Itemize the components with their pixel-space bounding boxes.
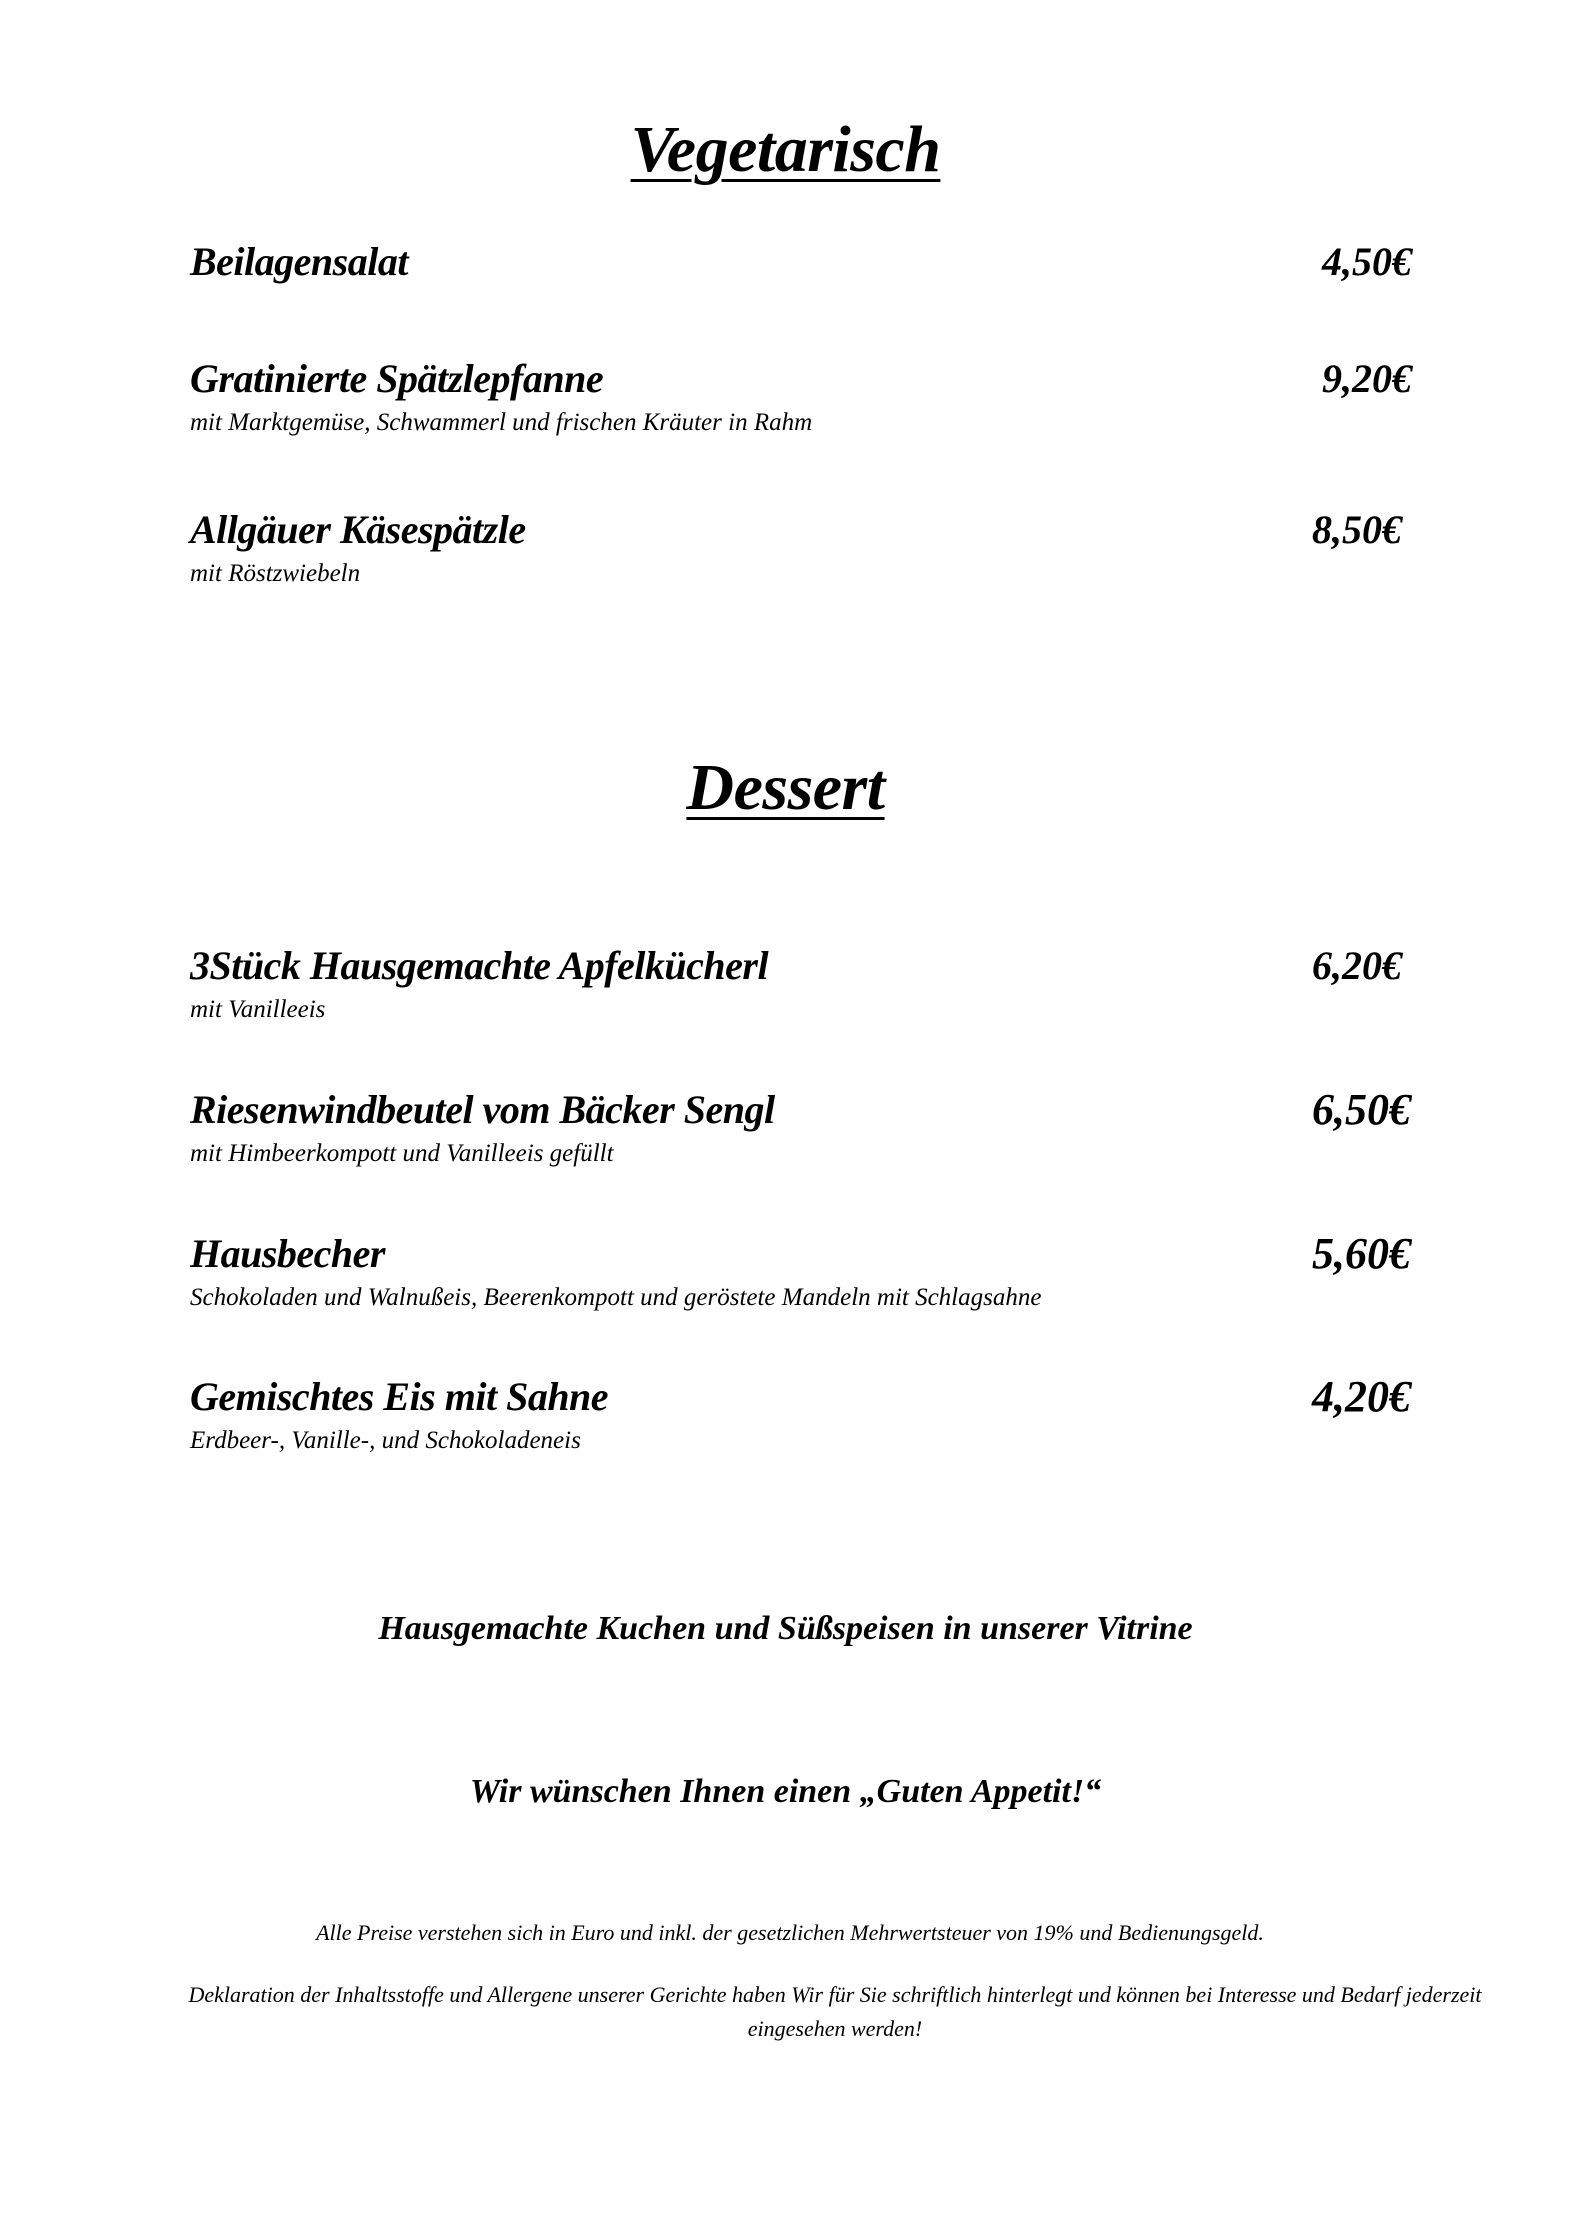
allergen-note: Deklaration der Inhaltsstoffe und Allergene unserer Gerichte haben Wir für Sie schriftlich hinterlegt und können bei Interesse und Bedarf jederzeit eingesehen werden!	[188, 1982, 1482, 2041]
item-name: 3Stück Hausgemachte Apfelkücherl	[190, 943, 769, 988]
item-name: Allgäuer Käsespätzle	[190, 507, 526, 552]
item-price: 6,20€	[1312, 943, 1402, 988]
item-description: mit Marktgemüse, Schwammerl und frischen Kräuter in Rahm	[190, 409, 813, 436]
item-description: mit Himbeerkompott und Vanilleeis gefüllt	[190, 1140, 614, 1167]
section-title-dessert: Dessert	[686, 751, 885, 824]
item-price: 9,20€	[1322, 356, 1412, 401]
item-name: Beilagensalat	[190, 239, 408, 284]
item-name: Gemischtes Eis mit Sahne	[190, 1374, 609, 1419]
menu-item	[190, 355, 1420, 439]
item-description: Schokoladen und Walnußeis, Beerenkompott und geröstete Mandeln mit Schlagsahne	[190, 1284, 1042, 1311]
price-note: Alle Preise verstehen sich in Euro und inkl. der gesetzlichen Mehrwertsteuer von 19% und Bedienungsgeld.	[316, 1920, 1264, 1945]
menu-item	[190, 506, 1420, 590]
menu-item	[190, 1373, 1420, 1457]
item-price: 6,50€	[1312, 1085, 1411, 1134]
item-name: Riesenwindbeutel vom Bäcker Sengl	[190, 1087, 775, 1132]
section-title-vegetarisch: Vegetarisch	[630, 113, 941, 186]
item-description: Erdbeer-, Vanille-, und Schokoladeneis	[190, 1427, 581, 1454]
greeting: Wir wünschen Ihnen einen „Guten Appetit!“	[469, 1773, 1102, 1810]
item-name: Hausbecher	[190, 1231, 385, 1276]
menu-item	[190, 238, 1420, 286]
menu-item	[190, 1086, 1420, 1170]
item-price: 4,50€	[1322, 239, 1412, 284]
menu-item	[190, 942, 1420, 1026]
item-price: 8,50€	[1312, 507, 1402, 552]
item-price: 5,60€	[1312, 1229, 1411, 1278]
item-name: Gratinierte Spätzlepfanne	[190, 356, 604, 401]
showcase-note: Hausgemachte Kuchen und Süßspeisen in unserer Vitrine	[378, 1610, 1193, 1647]
menu-item	[190, 1230, 1420, 1314]
item-description: mit Röstzwiebeln	[190, 560, 361, 587]
item-price: 4,20€	[1312, 1372, 1411, 1421]
item-description: mit Vanilleeis	[190, 996, 326, 1023]
